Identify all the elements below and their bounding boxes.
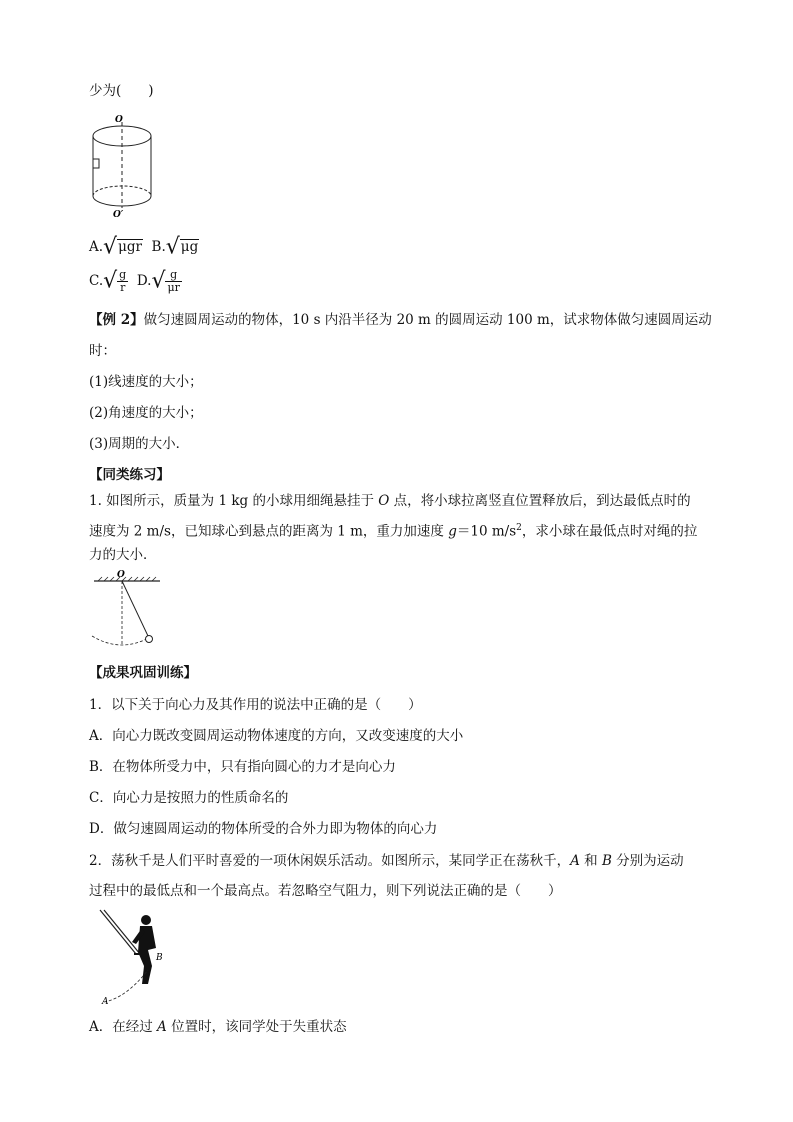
var-b: B (601, 853, 612, 869)
option-c-label: C. (89, 273, 104, 289)
text: 和 (579, 853, 602, 869)
q1-stem: 1．以下关于向心力及其作用的说法中正确的是（ ） (89, 697, 422, 713)
label-b: B (156, 953, 163, 963)
q1-option-a: A．向心力既改变圆周运动物体速度的方向，又改变速度的大小 (89, 728, 464, 744)
option-c-fraction (117, 269, 128, 294)
swing-rope (104, 910, 140, 954)
var-a: A (570, 853, 580, 869)
q1-option-d: D．做匀速圆周运动的物体所受的合外力即为物体的向心力 (89, 821, 438, 837)
swing-figure (96, 908, 176, 1008)
radical-sign: √ (165, 234, 180, 260)
practice-line2 (89, 519, 697, 541)
practice-line1 (89, 492, 691, 510)
radical-sign: √ (151, 268, 166, 294)
text: ＝10 m/s (456, 523, 517, 540)
text: 位置时，该同学处于失重状态 (166, 1019, 347, 1035)
example2-item-2: (2)角速度的大小； (89, 405, 203, 421)
q2-stem-line1 (89, 852, 684, 870)
text: 速度为 2 m/s，已知球心到悬点的距离为 1 m，重力加速度 (89, 523, 449, 540)
option-b-label: B. (151, 239, 166, 255)
option-d-numerator: g (165, 269, 181, 282)
superscript: 2 (516, 523, 522, 533)
small-block (93, 159, 99, 168)
pendulum-ball (146, 636, 153, 643)
option-a-radicand: μgr (118, 239, 142, 255)
example2-tag: 【例 2】 (89, 312, 144, 328)
option-d-fraction (165, 269, 181, 294)
var-o: O (378, 493, 390, 509)
q2-stem-line2: 过程中的最低点和一个最高点。若忽略空气阻力，则下列说法正确的是（ ） (89, 883, 562, 899)
example2-text: 做匀速圆周运动的物体，10 s 内沿半径为 20 m 的圆周运动 100 m，试求物体做匀速圆周运动 (143, 312, 712, 328)
practice-line3: 力的大小． (89, 547, 157, 563)
label-o: O (117, 570, 125, 580)
swing-rope (100, 910, 136, 954)
var-g: g (448, 523, 457, 540)
text: A．在经过 (89, 1019, 158, 1035)
q1-option-b: B．在物体所受力中，只有指向圆心的力才是向心力 (89, 759, 396, 775)
pendulum-string (122, 581, 148, 636)
label-a: A (102, 997, 109, 1007)
text: 分别为运动 (611, 853, 684, 869)
example2-line2: 时： (89, 343, 116, 359)
option-a-label: A. (89, 239, 104, 255)
option-c-denominator: r (120, 281, 126, 294)
consolidation-heading: 【成果巩固训练】 (89, 665, 197, 681)
person-head (141, 915, 151, 925)
radical-sign: √ (103, 234, 118, 260)
q1-option-c: C．向心力是按照力的性质命名的 (89, 790, 289, 806)
text: ，求小球在最低点时对绳的拉 (521, 523, 698, 540)
question-tail: 少为( ) (89, 83, 154, 99)
example2-item-3: (3)周期的大小． (89, 436, 190, 452)
practice-heading: 【同类练习】 (89, 467, 170, 483)
text: 点，将小球拉离竖直位置释放后，到达最低点时的 (389, 493, 691, 509)
example2-line1 (89, 311, 712, 329)
options-ab (89, 234, 199, 260)
option-d-denominator: μr (167, 281, 180, 294)
q2-option-a (89, 1018, 347, 1036)
options-cd (89, 266, 182, 297)
label-o-top: O (115, 115, 123, 125)
cylinder-figure (88, 112, 160, 218)
label-o-bottom: O′ (113, 210, 124, 218)
example2-item-1: (1)线速度的大小； (89, 374, 203, 390)
text: 1. 如图所示，质量为 1 kg 的小球用细绳悬挂于 (89, 493, 379, 509)
option-c-numerator: g (119, 268, 127, 281)
text: 2．荡秋千是人们平时喜爱的一项休闲娱乐活动。如图所示，某同学正在荡秋千， (89, 853, 571, 869)
radical-sign: √ (103, 268, 118, 294)
pendulum-figure (88, 570, 168, 650)
option-d-label: D. (136, 273, 152, 289)
var-a: A (157, 1019, 167, 1035)
option-b-radicand: μg (180, 239, 199, 255)
swing-trajectory (104, 970, 148, 1002)
